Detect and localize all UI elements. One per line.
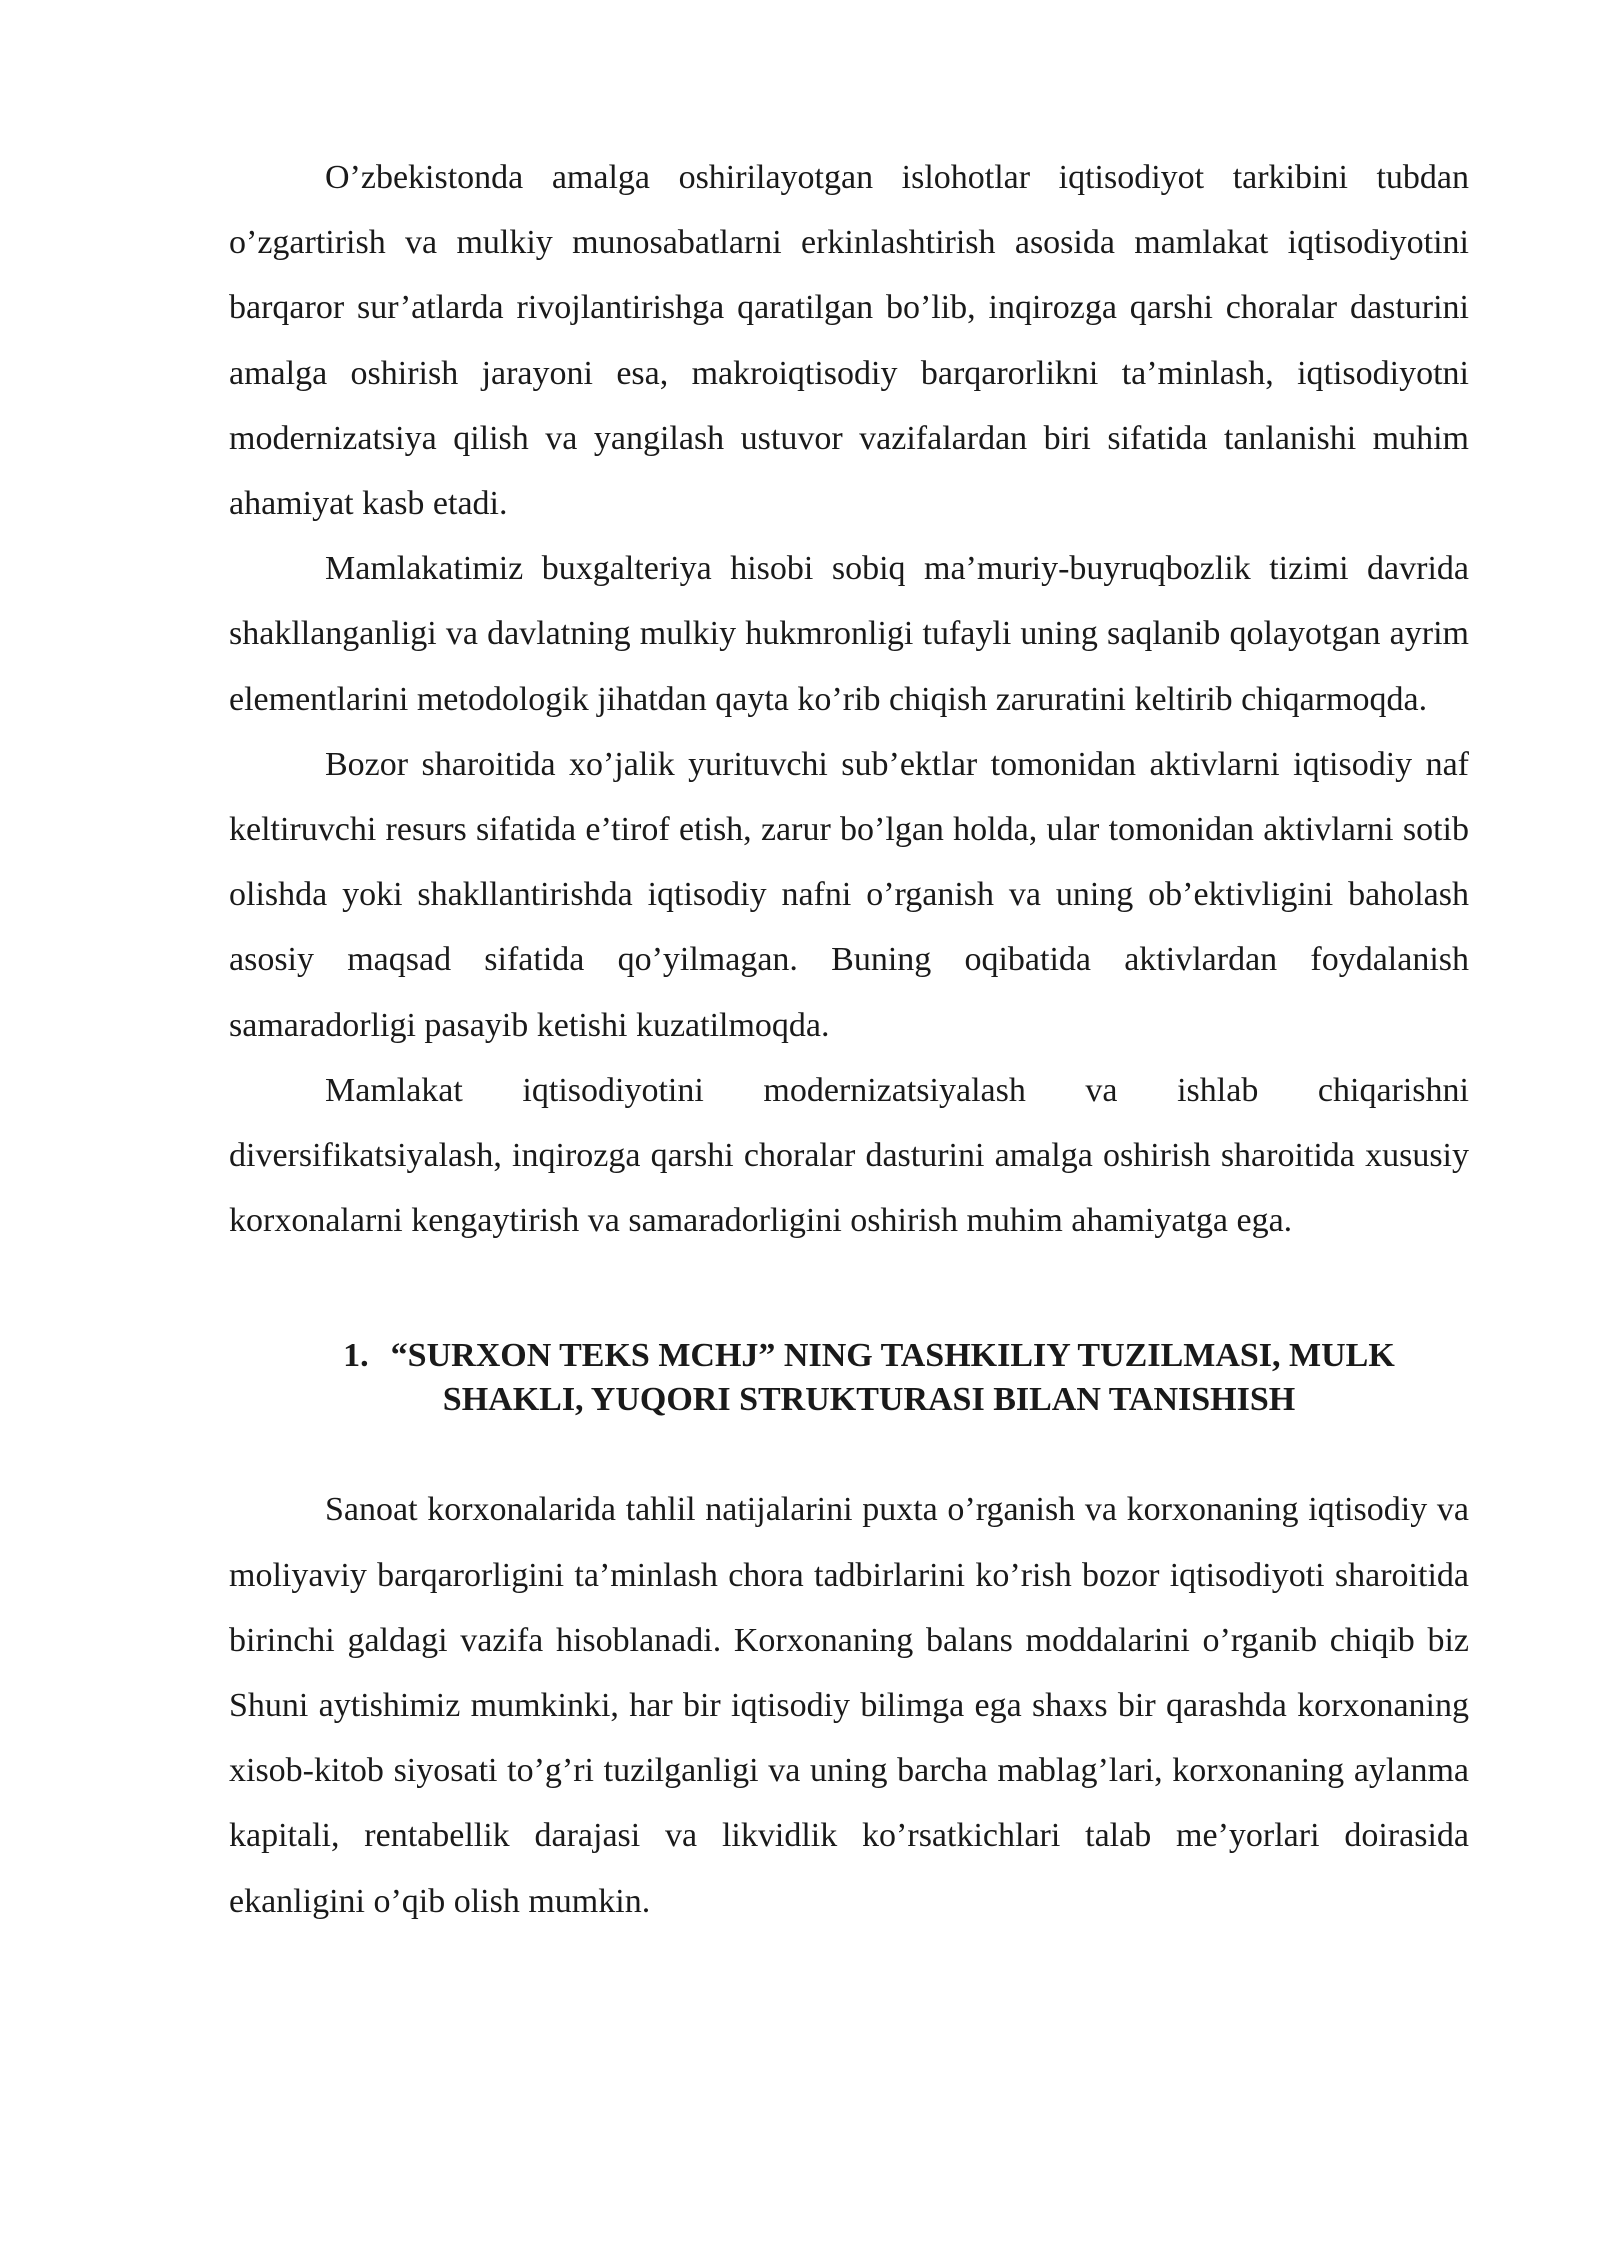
document-page [229,145,1469,1934]
section-heading-line-2: SHAKLI, YUQORI STRUKTURASI BILAN TANISHISH [442,1381,1296,1419]
paragraph-intro-4: Mamlakat iqtisodiyotini modernizatsiyalash va ishlab chiqarishni diversifikatsiyalash, inqirozga qarshi choralar dasturini amalga oshirish sharoitida xususiy korxonalarni kengaytirish va samaradorligini oshirish muhim ahamiyatga ega. [229,1071,1469,1240]
spacer [229,1253,1469,1334]
paragraph-intro-2: Mamlakatimiz buxgalteriya hisobi sobiq ma’muriy-buyruqbozlik tizimi davrida shakllanganligi va davlatning mulkiy hukmronligi tufayli uning saqlanib qolayotgan ayrim elementlarini metodologik jihatdan qayta ko’rib chiqish zaruratini keltirib chiqarmoqda. [229,550,1469,718]
section-heading-line-1: “SURXON TEKS MCHJ” NING TASHKILIY TUZILMASI, MULK [390,1337,1395,1375]
paragraph-intro-3: Bozor sharoitida xo’jalik yurituvchi sub’ektlar tomonidan aktivlarni iqtisodiy naf keltiruvchi resurs sifatida e’tirof etish, zarur bo’lgan holda, ular tomonidan aktivlarni sotib olishda yoki shakllantirishda iqtisodiy nafni o’rganish va uning ob’ektivligini baholash asosiy maqsad sifatida qo’yilmagan. Buning oqibatida aktivlardan foydalanish samaradorligi pasayib ketishi kuzatilmoqda. [229,745,1469,1044]
paragraph-intro-1: O’zbekistonda amalga oshirilayotgan islohotlar iqtisodiyot tarkibini tubdan o’zgartirish va mulkiy munosabatlarni erkinlashtirish asosida mamlakat iqtisodiyotini barqaror sur’atlarda rivojlantirishga qaratilgan bo’lib, inqirozga qarshi choralar dasturini amalga oshirish jarayoni esa, makroiqtisodiy barqarorlikni ta’minlash, iqtisodiyotni modernizatsiya qilish va yangilash ustuvor vazifalardan biri sifatida tanlanishi muhim ahamiyat kasb etadi. [229,159,1469,523]
section-heading-number: 1. [343,1337,369,1375]
spacer [229,1422,1469,1477]
paragraph-section-1: Sanoat korxonalarida tahlil natijalarini puxta o’rganish va korxonaning iqtisodiy va moliyaviy barqarorligini ta’minlash chora tadbirlarini ko’rish bozor iqtisodiyoti sharoitida birinchi galdagi vazifa hisoblanadi. Korxonaning balans moddalarini o’rganib chiqib biz Shuni aytishimiz mumkinki, har bir iqtisodiy bilimga ega shaxs bir qarashda korxonaning xisob-kitob siyosati to’g’ri tuzilganligi va uning barcha mablag’lari, korxonaning aylanma kapitali, rentabellik darajasi va likvidlik ko’rsatkichlari talab me’yorlari doirasida ekanligini o’qib olish mumkin. [229,1491,1469,1920]
section-heading [229,1334,1469,1422]
